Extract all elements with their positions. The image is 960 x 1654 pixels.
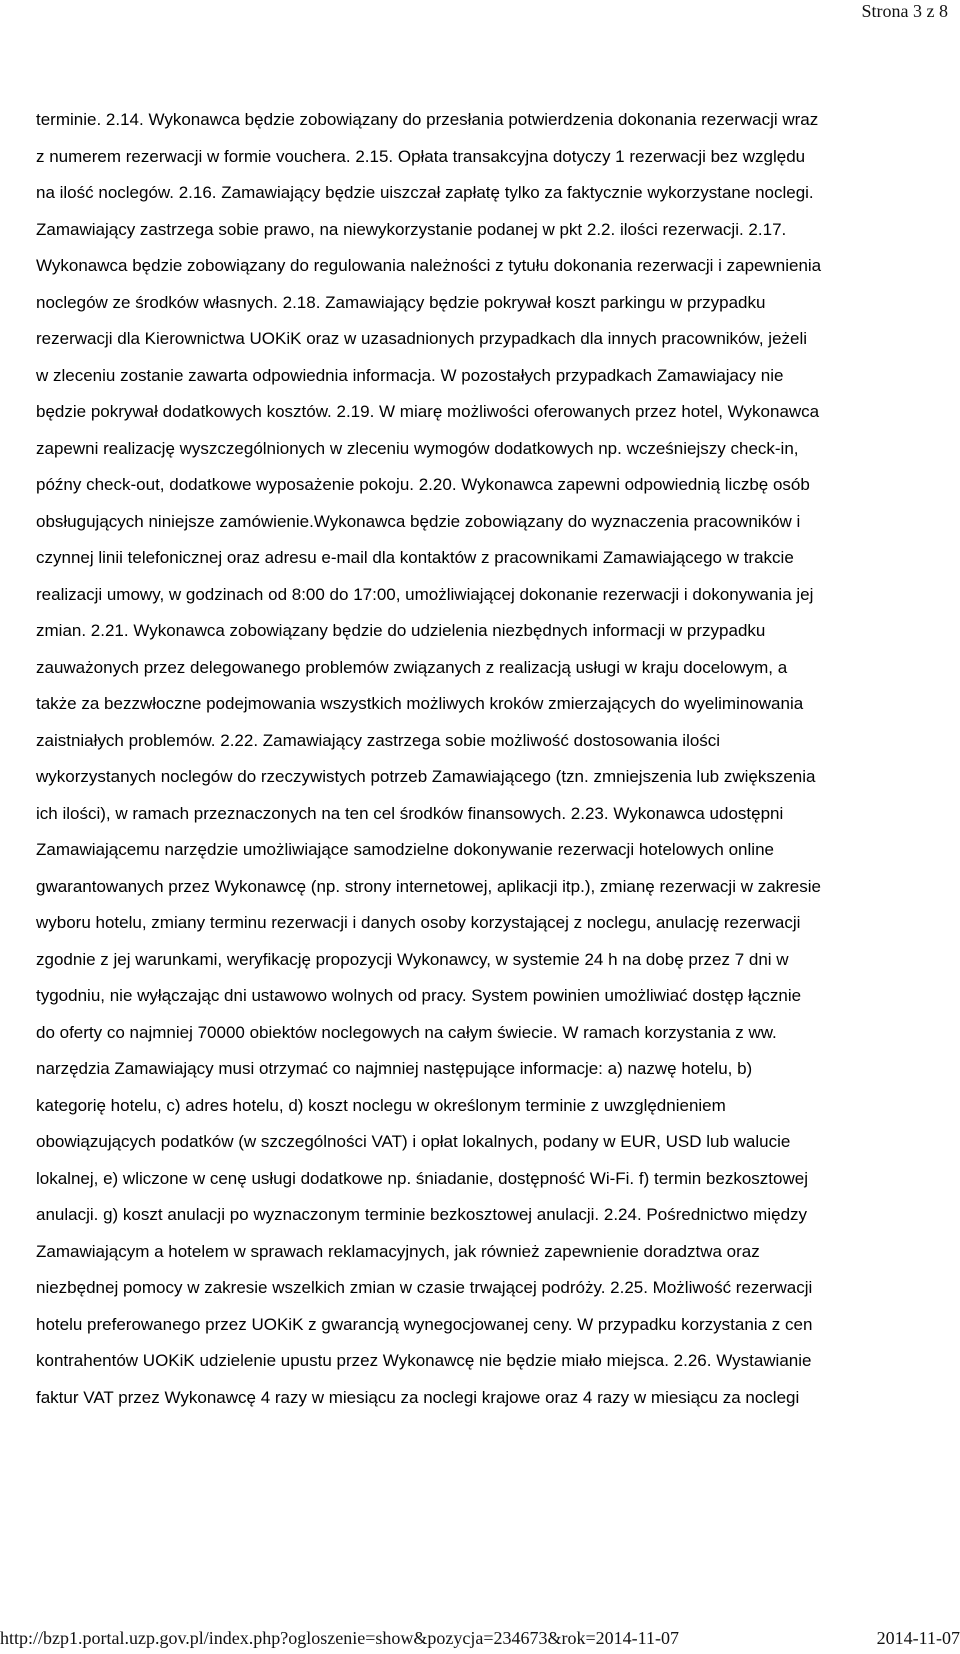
body-line: gwarantowanych przez Wykonawcę (np. strony internetowej, aplikacji itp.), zmianę rezerwacji w zakresie: [36, 876, 821, 896]
body-line: niezbędnej pomocy w zakresie wszelkich zmian w czasie trwającej podróży. 2.25. Możliwość rezerwacji: [36, 1278, 813, 1297]
body-line: Zamawiający zastrzega sobie prawo, na niewykorzystanie podanej w pkt 2.2. ilości rezerwacji. 2.17.: [36, 219, 787, 239]
body-line: kategorię hotelu, c) adres hotelu, d) koszt noclegu w określonym terminie z uwzględnieniem: [36, 1095, 726, 1115]
body-line: ich ilości), w ramach przeznaczonych na ten cel środków finansowych. 2.23. Wykonawca udostępni: [36, 803, 784, 823]
document-body: [36, 102, 948, 1416]
body-line: wykorzystanych noclegów do rzeczywistych potrzeb Zamawiającego (tzn. zmniejszenia lub zwiększenia: [36, 767, 816, 786]
body-line: czynnej linii telefonicznej oraz adresu e-mail dla kontaktów z pracownikami Zamawiającego w trakcie: [36, 548, 794, 567]
body-line: narzędzia Zamawiający musi otrzymać co najmniej następujące informacje: a) nazwę hotelu, b): [36, 1059, 753, 1078]
body-line: Zamawiającemu narzędzie umożliwiające samodzielne dokonywanie rezerwacji hotelowych online: [36, 840, 774, 859]
body-line: będzie pokrywał dodatkowych kosztów. 2.19. W miarę możliwości oferowanych przez hotel, Wykonawca: [36, 402, 820, 421]
body-line: zgodnie z jej warunkami, weryfikację propozycji Wykonawcy, w systemie 24 h na dobę przez 7 dni w: [36, 949, 789, 969]
body-line: hotelu preferowanego przez UOKiK z gwarancją wynegocjowanej ceny. W przypadku korzystania z cen: [36, 1314, 813, 1334]
page-footer: [0, 1626, 960, 1650]
body-line: obowiązujących podatków (w szczególności VAT) i opłat lokalnych, podany w EUR, USD lub walucie: [36, 1132, 791, 1151]
body-line: z numerem rezerwacji w formie vouchera. 2.15. Opłata transakcyjna dotyczy 1 rezerwacji bez względu: [36, 146, 806, 166]
body-line: obsługujących niniejsze zamówienie.Wykonawca będzie zobowiązany do wyznaczenia pracowników i: [36, 511, 801, 531]
body-line: późny check-out, dodatkowe wyposażenie pokoju. 2.20. Wykonawca zapewni odpowiednią liczbę osób: [36, 475, 810, 494]
body-line: zaistniałych problemów. 2.22. Zamawiający zastrzega sobie możliwość dostosowania ilości: [36, 730, 721, 750]
body-line: Wykonawca będzie zobowiązany do regulowania należności z tytułu dokonania rezerwacji i zapewnienia: [36, 256, 822, 275]
body-line: wyboru hotelu, zmiany terminu rezerwacji i danych osoby korzystającej z noclegu, anulację rezerwacji: [36, 913, 801, 932]
body-line: lokalnej, e) wliczone w cenę usługi dodatkowe np. śniadanie, dostępność Wi-Fi. f) termin bezkosztowej: [36, 1168, 808, 1188]
body-line: faktur VAT przez Wykonawcę 4 razy w miesiącu za noclegi krajowe oraz 4 razy w miesiącu za noclegi: [36, 1387, 800, 1407]
body-line: także za bezzwłoczne podejmowania wszystkich możliwych kroków zmierzających do wyeliminowania: [36, 694, 804, 713]
body-line: noclegów ze środków własnych. 2.18. Zamawiający będzie pokrywał koszt parkingu w przypadku: [36, 292, 766, 312]
footer-url-link[interactable]: http://bzp1.portal.uzp.gov.pl/index.php?ogloszenie=show&pozycja=234673&rok=2014-11-07: [0, 1628, 679, 1648]
body-line: w zleceniu zostanie zawarta odpowiednia informacja. W pozostałych przypadkach Zamawiajacy nie: [36, 365, 784, 385]
body-line: do oferty co najmniej 70000 obiektów noclegowych na całym świecie. W ramach korzystania z ww.: [36, 1022, 777, 1042]
body-line: zapewni realizację wyszczególnionych w zleceniu wymogów dodatkowych np. wcześniejszy check-in,: [36, 438, 799, 458]
body-line: anulacji. g) koszt anulacji po wyznaczonym terminie bezkosztowej anulacji. 2.24. Pośrednictwo między: [36, 1205, 808, 1224]
body-line: zauważonych przez delegowanego problemów związanych z realizacją usługi w kraju docelowym, a: [36, 657, 788, 677]
body-line: realizacji umowy, w godzinach od 8:00 do 17:00, umożliwiającej dokonanie rezerwacji i dokonywania jej: [36, 584, 814, 604]
footer-date: 2014-11-07: [876, 1628, 960, 1648]
body-line: zmian. 2.21. Wykonawca zobowiązany będzie do udzielenia niezbędnych informacji w przypadku: [36, 621, 766, 640]
body-line: rezerwacji dla Kierownictwa UOKiK oraz w uzasadnionych przypadkach dla innych pracowników, jeżeli: [36, 329, 808, 348]
body-line: tygodniu, nie wyłączając dni ustawowo wolnych od pracy. System powinien umożliwiać dostęp łącznie: [36, 986, 802, 1005]
body-line: na ilość noclegów. 2.16. Zamawiający będzie uiszczał zapłatę tylko za faktycznie wykorzystane noclegi.: [36, 183, 814, 202]
page-number-header: Strona 3 z 8: [861, 1, 948, 21]
body-line: kontrahentów UOKiK udzielenie upustu przez Wykonawcę nie będzie miało miejsca. 2.26. Wystawianie: [36, 1351, 812, 1370]
body-line: terminie. 2.14. Wykonawca będzie zobowiązany do przesłania potwierdzenia dokonania rezerwacji wraz: [36, 110, 819, 129]
body-line: Zamawiającym a hotelem w sprawach reklamacyjnych, jak również zapewnienie doradztwa oraz: [36, 1241, 760, 1261]
